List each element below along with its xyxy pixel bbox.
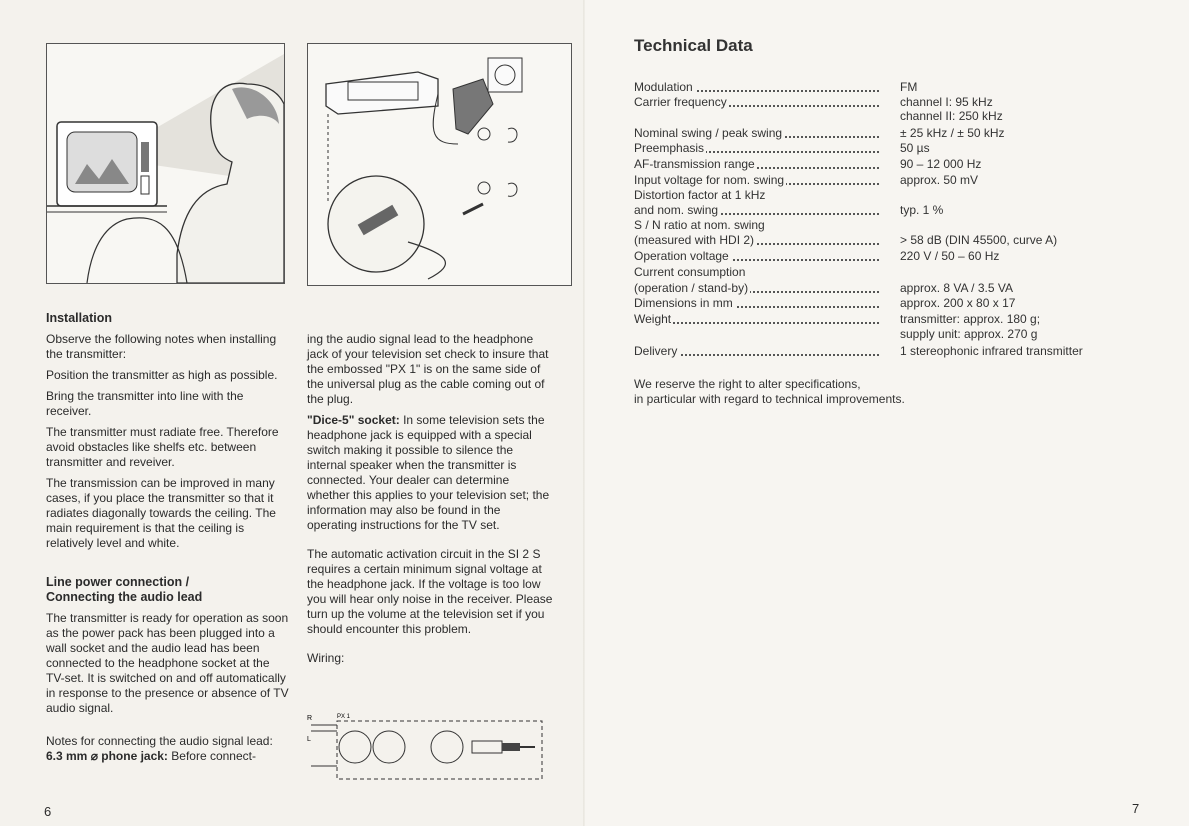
activation-paragraph: The automatic activation circuit in the SI 2 S requires a certain minimum signal voltage at the headphone jack. If the voltage is too low you will hear only noise in the receiver. Please turn up the volume at the television set if you should encounter this problem. xyxy=(307,547,553,636)
reserve-line-2: in particular with regard to technical improvements. xyxy=(634,392,905,406)
installation-paragraph: The transmitter must radiate free. Therefore avoid obstacles like shelfs etc. between transmitter and reveiver. xyxy=(46,425,279,469)
spec-value: ± 25 kHz / ± 50 kHz xyxy=(900,126,1005,140)
spec-value: approx. 200 x 80 x 17 xyxy=(900,296,1016,310)
spec-value: channel I: 95 kHz xyxy=(900,95,993,109)
spec-label-text: Carrier frequency xyxy=(634,95,727,109)
spec-label-text: Operation voltage xyxy=(634,249,729,263)
spec-label-text: S / N ratio at nom. swing xyxy=(634,218,765,232)
reserve-line-1: We reserve the right to alter specifications, xyxy=(634,377,861,391)
installation-paragraph: Observe the following notes when installing the transmitter: xyxy=(46,332,277,361)
spec-label-text: Nominal swing / peak swing xyxy=(634,126,783,140)
phone-jack-paragraph xyxy=(46,749,289,764)
transmitter-connection-illustration xyxy=(307,43,572,286)
spec-label-text: Delivery xyxy=(634,344,678,358)
power-heading-line-2: Connecting the audio lead xyxy=(46,590,203,604)
spec-label xyxy=(634,281,879,296)
spec-label-text: and nom. swing xyxy=(634,203,719,217)
wiring-r-label: R xyxy=(307,715,313,722)
reserve-note xyxy=(634,377,964,407)
spec-label-text: (measured with HDI 2) xyxy=(634,233,755,247)
spec-value: transmitter: approx. 180 g; xyxy=(900,312,1041,326)
installation-paragraph: The transmission can be improved in many cases, if you place the transmitter so that it radiates diagonally towards the ceiling. The main requirement is that the ceiling is relatively level and white. xyxy=(46,476,276,550)
phone-jack-text: Before connect- xyxy=(167,749,256,763)
spec-label-text: Preemphasis xyxy=(634,141,705,155)
spec-label xyxy=(634,203,879,218)
spec-label xyxy=(634,249,879,264)
middle-column xyxy=(307,332,553,672)
spec-label xyxy=(634,173,879,188)
spec-value: supply unit: approx. 270 g xyxy=(900,327,1038,341)
spec-label-text: AF-transmission range xyxy=(634,157,755,171)
spec-label xyxy=(634,157,879,172)
spec-value: > 58 dB (DIN 45500, curve A) xyxy=(900,233,1058,247)
spec-label-text: Dimensions in mm xyxy=(634,296,733,310)
tv-viewer-drawing xyxy=(47,44,284,283)
dice-text: In some television sets the headphone jack is equipped with a special switch making it possible to silence the internal speaker when the transmitter is connected. Your dealer can determine whether this applies to your television set; the information may also be found in the operating instructions for the TV set. xyxy=(307,413,550,532)
spec-label xyxy=(634,265,879,280)
spec-value: 50 µs xyxy=(900,141,930,155)
page-number-left: 6 xyxy=(44,804,52,819)
wiring-label: Wiring: xyxy=(307,651,345,665)
phone-jack-label: 6.3 mm ⌀ phone jack: xyxy=(46,749,168,763)
installation-paragraph: Position the transmitter as high as possible. xyxy=(46,368,278,382)
spec-label xyxy=(634,141,879,156)
installation-heading: Installation xyxy=(46,311,112,325)
wiring-l-label: L xyxy=(307,736,311,743)
power-heading-line-1: Line power connection / xyxy=(46,575,190,589)
installation-column xyxy=(46,311,289,770)
transmitter-drawing xyxy=(308,44,571,285)
installation-paragraph: Bring the transmitter into line with the receiver. xyxy=(46,389,244,418)
spec-label xyxy=(634,344,879,359)
spec-value: approx. 8 VA / 3.5 VA xyxy=(900,281,1013,295)
spec-label-text: (operation / stand-by) xyxy=(634,281,749,295)
spec-label xyxy=(634,188,879,203)
spec-label xyxy=(634,126,879,141)
spec-label xyxy=(634,296,879,311)
wiring-px-label: PX 1 xyxy=(337,714,351,720)
power-paragraph: The transmitter is ready for operation as soon as the power pack has been plugged into a wall socket and the audio lead has been connected to the headphone socket at the TV-set. It is switched on and off automatically in response to the presence or absence of TV audio signal. xyxy=(46,611,289,715)
spec-value: 220 V / 50 – 60 Hz xyxy=(900,249,1000,263)
spec-label-text: Weight xyxy=(634,312,672,326)
notes-paragraph: Notes for connecting the audio signal lead: xyxy=(46,734,273,748)
left-page xyxy=(0,0,585,826)
spec-label xyxy=(634,312,879,327)
right-page xyxy=(585,0,1189,826)
spec-label xyxy=(634,80,879,95)
spec-label-text: Distortion factor at 1 kHz xyxy=(634,188,766,202)
dice-paragraph xyxy=(307,413,553,533)
spec-value: approx. 50 mV xyxy=(900,173,979,187)
tv-viewer-illustration xyxy=(46,43,285,284)
spec-label xyxy=(634,233,879,248)
spec-label-text: Input voltage for nom. swing xyxy=(634,173,785,187)
spec-value: FM xyxy=(900,80,918,94)
spec-label-text: Modulation xyxy=(634,80,693,94)
technical-data-title: Technical Data xyxy=(634,36,753,55)
page-number-right: 7 xyxy=(1132,801,1140,816)
wiring-diagram xyxy=(307,711,547,783)
spec-value: 1 stereophonic infrared transmitter xyxy=(900,344,1083,358)
spec-value: channel II: 250 kHz xyxy=(900,109,1003,123)
spec-label xyxy=(634,218,879,233)
spec-label-text: Current consumption xyxy=(634,265,746,279)
spec-label xyxy=(634,95,879,110)
continuation-paragraph: ing the audio signal lead to the headphone jack of your television set check to insure that the embossed "PX 1" is on the same side of the universal plug as the cable coming out of the plug. xyxy=(307,332,549,406)
spec-value: typ. 1 % xyxy=(900,203,944,217)
spec-value: 90 – 12 000 Hz xyxy=(900,157,982,171)
dice-label: "Dice-5" socket: xyxy=(307,413,400,427)
